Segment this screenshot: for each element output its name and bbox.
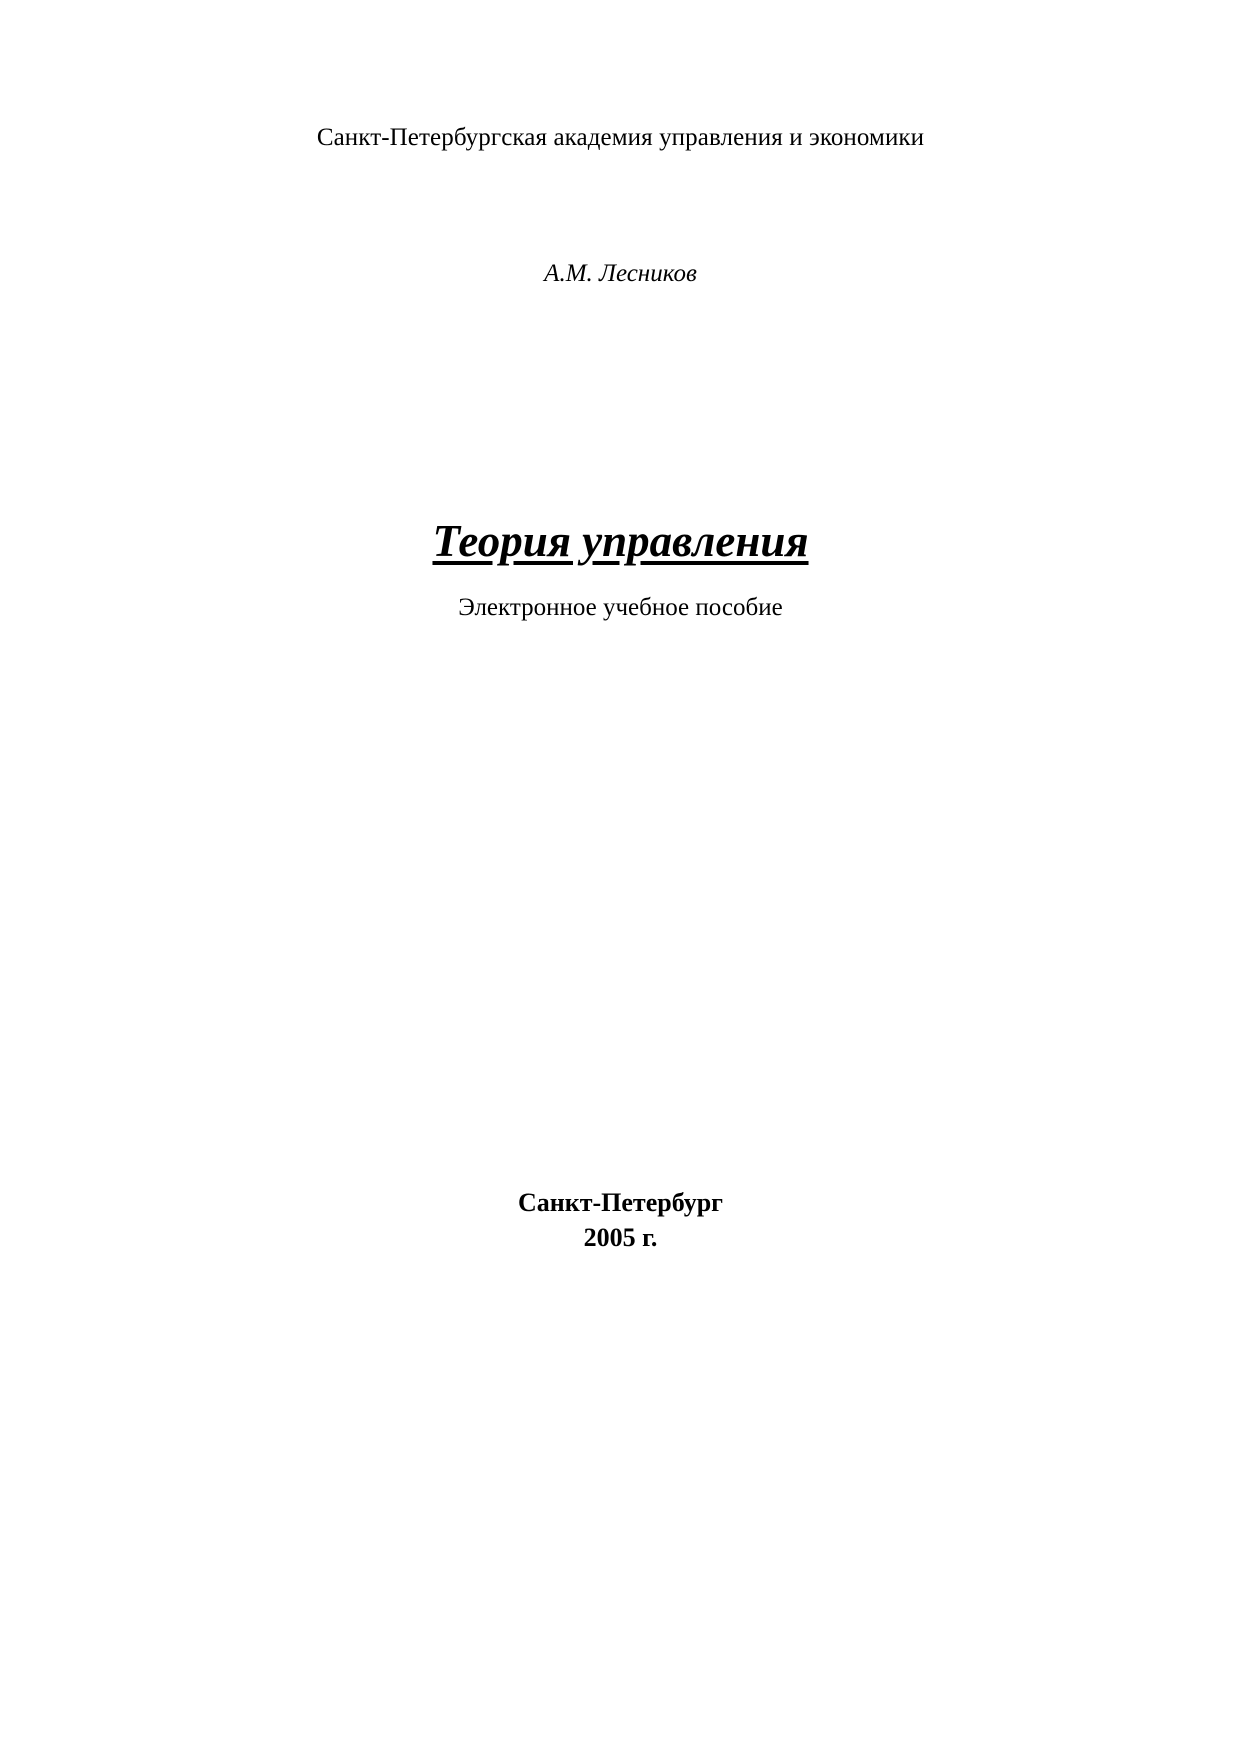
- imprint-block: [0, 1185, 1241, 1255]
- page-title-text: Теория управления: [432, 516, 809, 566]
- imprint-year: 2005 г.: [583, 1223, 658, 1253]
- author-name: А.М. Лесников: [544, 260, 697, 287]
- page-title: [0, 516, 1241, 568]
- publisher-name: Санкт-Петербургская академия управления и экономики: [316, 124, 925, 151]
- page-subtitle: Электронное учебное пособие: [458, 594, 783, 621]
- imprint-city: Санкт-Петербург: [518, 1188, 723, 1217]
